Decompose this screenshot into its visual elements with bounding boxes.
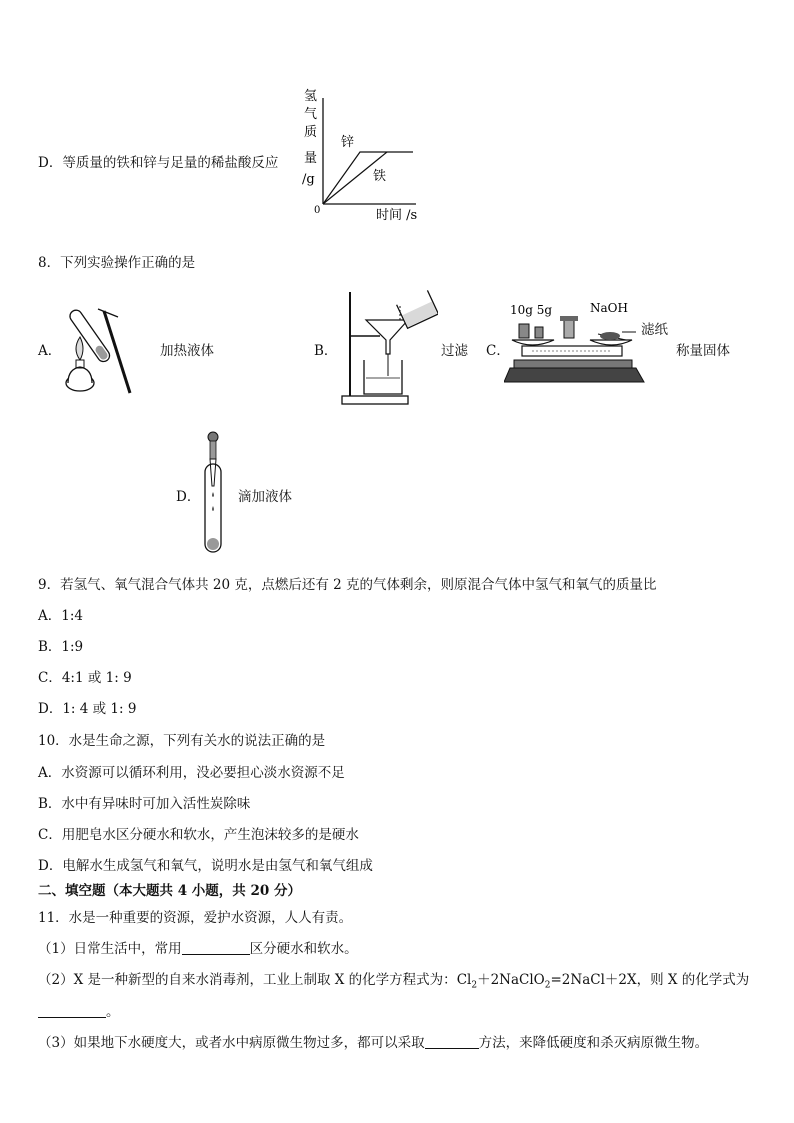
q11-stem: 11．水是一种重要的资源，爱护水资源，人人有责。 <box>38 910 353 926</box>
q11-part1-after: 区分硬水和软水。 <box>249 941 358 957</box>
q8-option-c-label: 称量固体 <box>676 343 730 359</box>
q10-option-d: D．电解水生成氢气和氧气，说明水是由氢气和氧气组成 <box>38 858 373 874</box>
q11-eq-cl-sub: 2 <box>471 980 478 991</box>
q11-eq-end: =2NaCl＋2X，则 X 的化学式为 <box>550 972 750 988</box>
q11-part2-text: （2）X 是一种新型的自来水消毒剂，工业上制取 X 的化学方程式为： <box>38 972 457 988</box>
q9-option-c: C．4:1 或 1: 9 <box>38 670 132 686</box>
graph-y-label-4: 量 <box>304 151 318 166</box>
section-2-heading: 二、填空题（本大题共 4 小题，共 20 分） <box>38 883 301 899</box>
balance-weights-label: 10g 5g <box>510 303 553 317</box>
graph-origin: 0 <box>314 205 321 216</box>
q9-option-a: A．1:4 <box>38 608 83 624</box>
q7-option-d-text: D．等质量的铁和锌与足量的稀盐酸反应 <box>38 155 279 171</box>
iron-label: 铁 <box>373 169 387 184</box>
dropper-image <box>200 430 230 556</box>
graph-y-label-1: 氢 <box>304 89 318 104</box>
heating-liquid-image <box>60 297 160 397</box>
q8-option-a-label: 加热液体 <box>160 343 214 359</box>
graph-x-label: 时间 /s <box>376 208 418 223</box>
q8-option-c-letter: C． <box>486 343 510 359</box>
q8-paper-label: 滤纸 <box>641 322 668 338</box>
q10-option-c: C．用肥皂水区分硬水和软水，产生泡沫较多的是硬水 <box>38 827 359 843</box>
q9-stem: 9．若氢气、氧气混合气体共 20 克，点燃后还有 2 克的气体剩余，则原混合气体中氢气和氧气的质量比 <box>38 577 657 593</box>
q8-option-b-letter: B． <box>314 343 338 359</box>
q11-part1-before: （1）日常生活中，常用 <box>38 941 182 957</box>
q9-option-d: D．1: 4 或 1: 9 <box>38 701 137 717</box>
q11-part2-answer-blank[interactable] <box>38 1003 106 1018</box>
balance-naoh-label: NaOH <box>590 301 628 315</box>
q11-part2-line2 <box>38 1000 120 1020</box>
graph-y-label-5: /g <box>302 172 315 187</box>
q11-part3-after: 方法，来降低硬度和杀灭病原微生物。 <box>478 1035 709 1051</box>
q8-stem: 8．下列实验操作正确的是 <box>38 255 196 271</box>
q8-option-d-label: 滴加液体 <box>238 489 292 505</box>
q11-part2 <box>38 968 749 991</box>
q11-part2-tail: 。 <box>106 1004 120 1020</box>
zinc-iron-graph <box>296 88 436 228</box>
q11-eq-cl: Cl <box>456 972 472 988</box>
q11-part3-before: （3）如果地下水硬度大，或者水中病原微生物过多，都可以采取 <box>38 1035 425 1051</box>
q8-option-d-letter: D． <box>176 489 201 505</box>
q11-eq-mid-sub: 2 <box>544 980 551 991</box>
zinc-line <box>323 152 413 204</box>
graph-y-label-3: 质 <box>304 125 318 140</box>
filtration-image <box>338 286 438 408</box>
q10-option-a: A．水资源可以循环利用，没必要担心淡水资源不足 <box>38 765 345 781</box>
zinc-label: 锌 <box>341 135 355 150</box>
q11-eq-mid: ＋2NaClO <box>477 972 545 988</box>
graph-y-label-2: 气 <box>304 107 318 122</box>
q11-part3 <box>38 1031 708 1051</box>
q11-part1-answer-blank[interactable] <box>182 940 250 955</box>
q10-stem: 10．水是生命之源，下列有关水的说法正确的是 <box>38 733 326 749</box>
q8-option-a-letter: A． <box>38 343 62 359</box>
q11-part3-answer-blank[interactable] <box>425 1034 479 1049</box>
q10-option-b: B．水中有异味时可加入活性炭除味 <box>38 796 251 812</box>
q8-option-b-label: 过滤 <box>441 343 468 359</box>
q11-part1 <box>38 937 358 957</box>
balance-image <box>504 296 672 392</box>
q9-option-b: B．1:9 <box>38 639 84 655</box>
